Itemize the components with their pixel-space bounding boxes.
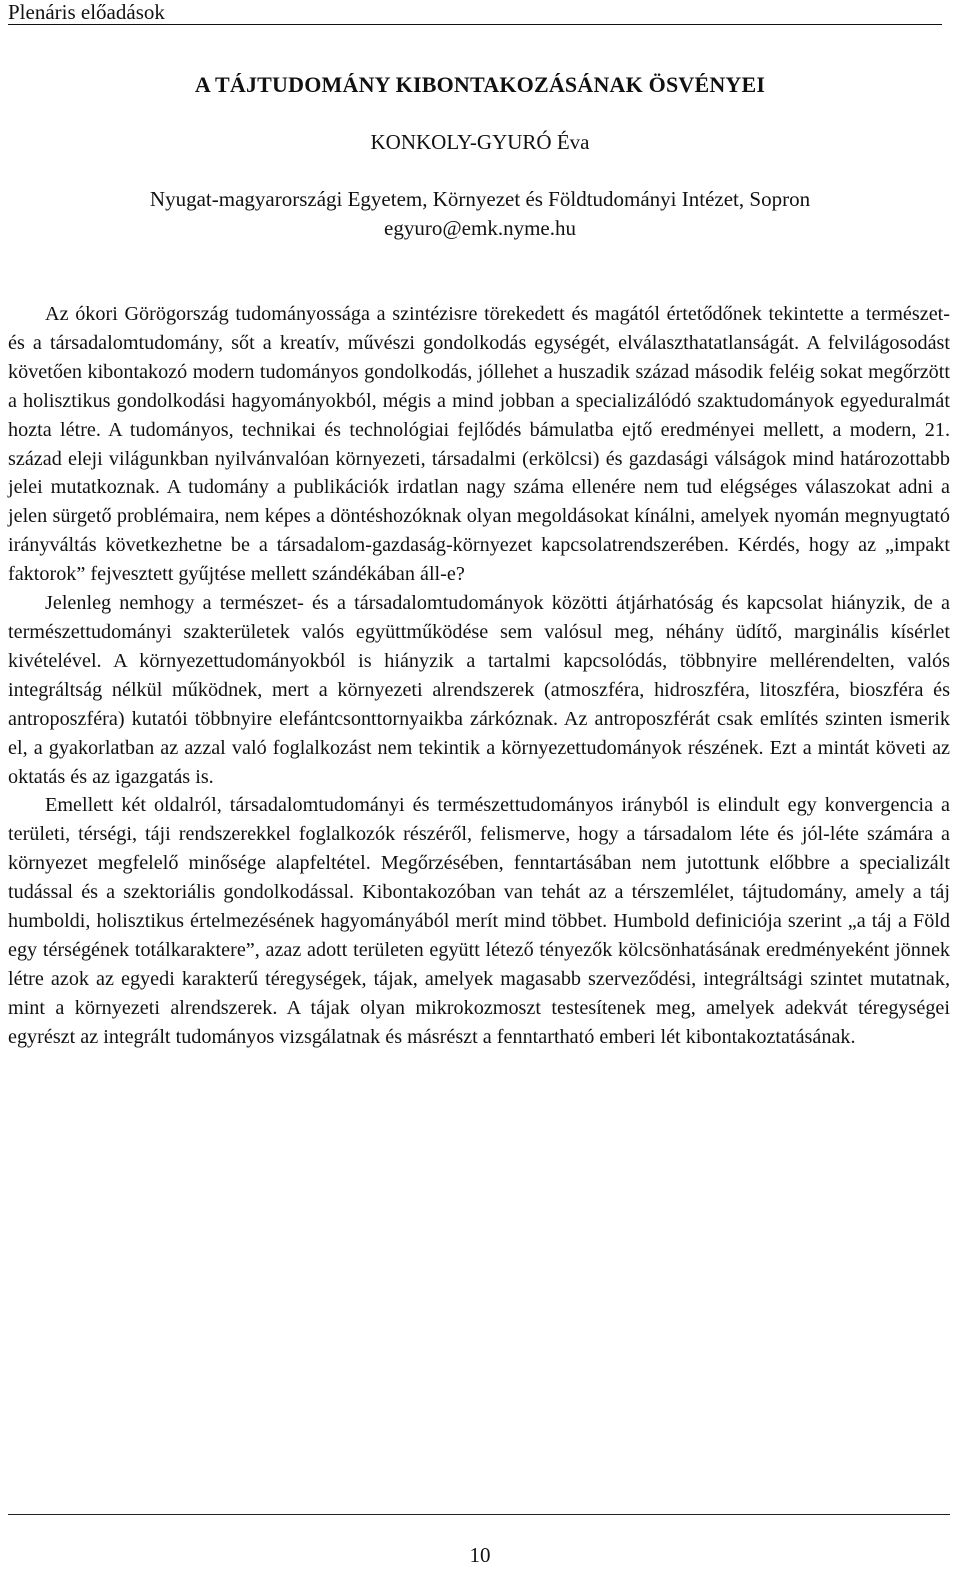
paragraph-2: Jelenleg nemhogy a természet- és a társadalomtudományok közötti átjárhatóság és kapcsolat hiányzik, de a természettudományi szakterületek valós együttműködése sem valósul meg, néhány üdítő, marginális kísérlet kivételével. A környezettudományokból is hiányzik a tartalmi kapcsolódás, többnyire mellérendelten, valós integráltság nélkül működnek, mert a környezeti alrendszerek (atmoszféra, hidroszféra, litoszféra, bioszféra és antroposzféra) kutatói többnyire elefántcsonttornyaikba zárkóznak. Az antroposzférát csak említés szinten ismerik el, a gyakorlatban az azzal való foglalkozást nem tekintik a környezettudományok részének. Ezt a mintát követi az oktatás és az igazgatás is. xyxy=(8,592,950,788)
article-body xyxy=(8,300,950,1052)
paragraph-3: Emellett két oldalról, társadalomtudományi és természettudományos irányból is elindult egy konvergencia a területi, térségi, táji rendszerekkel foglalkozók részéről, felismerve, hogy a társadalom léte és jól-léte számára a környezet megfelelő minősége alapfeltétel. Megőrzésében, fenntartásában nem jutottunk előbbre a specializált tudással és a szektoriális gondolkodással. Kibontakozóban van tehát az a térszemlélet, tájtudomány, amely a táj humboldi, holisztikus értelmezésének hagyományából merít mind többet. Humbold definiciója szerint „a táj a Föld egy térségének totálkaraktere”, azaz adott területen együtt létező tényezők kölcsönhatásának eredményeként jönnek létre azok az egyedi karakterű téregységek, tájak, amelyek magasabb szerveződési, integráltsági szintet mutatnak, mint a környezeti alrendszerek. A tájak olyan mikrokozmoszt testesítenek meg, amelyek adekvát téregységei egyrészt az integrált tudományos vizsgálatnak és másrészt a fenntartható emberi lét kibontakoztatásának. xyxy=(8,794,950,1048)
author-affiliation: Nyugat-magyarországi Egyetem, Környezet és Földtudományi Intézet, Sopron xyxy=(149,187,811,211)
article-title: A TÁJTUDOMÁNY KIBONTAKOZÁSÁNAK ÖSVÉNYEI xyxy=(194,72,766,97)
author-email: egyuro@emk.nyme.hu xyxy=(384,216,576,240)
page-number: 10 xyxy=(469,1543,491,1567)
article-author: KONKOLY-GYURÓ Éva xyxy=(370,130,590,154)
section-label: Plenáris előadások xyxy=(8,0,165,24)
footer-divider xyxy=(8,1514,950,1515)
running-header xyxy=(8,0,942,25)
paragraph-1: Az ókori Görögország tudományossága a szintézisre törekedett és magától értetődőnek tekintette a természet- és a társadalomtudomány, sőt a kreatív, művészi gondolkodás egységét, elválaszthatatlanságát. A felvilágosodást követően kibontakozó modern tudományos gondolkodás, jóllehet a huszadik század második feléig sokat megőrzött a holisztikus gondolkodási hagyományokból, mégis a mind jobban a specializálódó szaktudományok egyeduralmát hozta létre. A tudományos, technikai és technológiai fejlődés bámulatba ejtő eredményei mellett, a modern, 21. század eleji világunkban nyilvánvalóan környezeti, társadalmi (erkölcsi) és gazdasági válságok mind határozottabb jelei mutatkoznak. A tudomány a publikációk irdatlan nagy száma ellenére nem tud elégséges válaszokat adni a jelen sürgető problémaira, nem képes a döntéshozóknak olyan megoldásokat kínálni, amelyek nyomán megnyugtató irányváltás következhetne be a társadalom-gazdaság-környezet kapcsolatrendszerében. Kérdés, hogy az „impakt faktorok” fejvesztett gyűjtése mellett szándékában áll-e? xyxy=(8,303,950,586)
